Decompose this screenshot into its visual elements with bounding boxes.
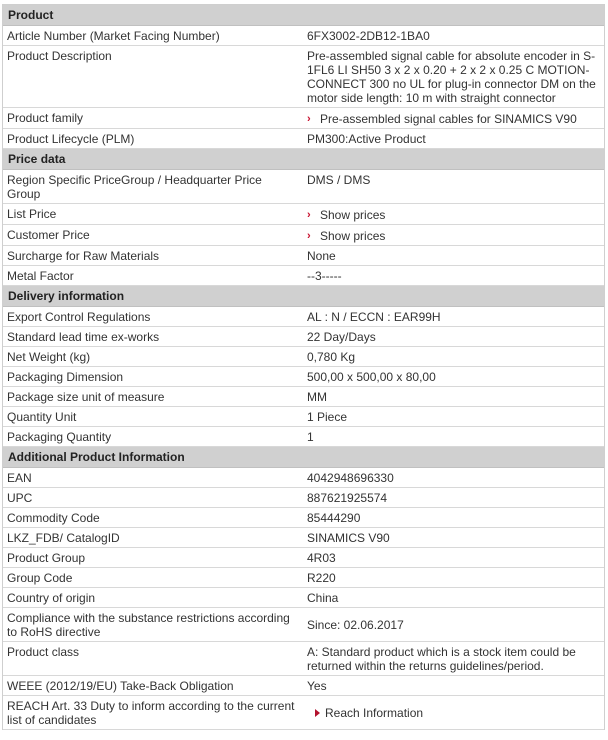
row-label: Surcharge for Raw Materials: [7, 249, 160, 263]
row-value: 0,780 Kg: [307, 350, 356, 364]
table-row: [3, 246, 604, 266]
row-value: 6FX3002-2DB12-1BA0: [307, 29, 430, 43]
row-label: EAN: [7, 471, 32, 485]
row-value: 22 Day/Days: [307, 330, 376, 344]
section-header-price-data: Price data: [3, 149, 604, 170]
row-value: [303, 108, 604, 128]
row-label: Product family: [7, 111, 84, 125]
chevron-right-icon: ›: [307, 113, 311, 125]
table-row: [3, 266, 604, 286]
row-label: Article Number (Market Facing Number): [7, 29, 220, 43]
triangle-right-icon: [315, 709, 320, 717]
table-row: [3, 696, 604, 730]
row-label: Export Control Regulations: [7, 310, 151, 324]
row-value: Pre-assembled signal cable for absolute encoder in S-1FL6 LI SH50 3 x 2 x 0.20 + 2 x 2 x 0.25 C MOTION-CONNECT 300 no UL for plug-in connector DM on the motor side length: 10 m with straight connector: [307, 49, 596, 105]
row-label: Metal Factor: [7, 269, 74, 283]
table-row: [3, 468, 604, 488]
table-row: [3, 528, 604, 548]
row-label: Net Weight (kg): [7, 350, 91, 364]
row-value: Yes: [307, 679, 327, 693]
table-row: [3, 407, 604, 427]
table-row: [3, 387, 604, 407]
row-label: LKZ_FDB/ CatalogID: [7, 531, 120, 545]
table-row: [3, 204, 604, 225]
table-row: [3, 676, 604, 696]
row-value: None: [307, 249, 336, 263]
row-value: DMS / DMS: [307, 173, 371, 187]
section-header-delivery-information: Delivery information: [3, 286, 604, 307]
row-value: 4R03: [307, 551, 336, 565]
row-label: Product Description: [7, 49, 112, 63]
row-label: Commodity Code: [7, 511, 100, 525]
row-label: WEEE (2012/19/EU) Take-Back Obligation: [7, 679, 234, 693]
row-value: A: Standard product which is a stock item could be returned within the returns guidelines/period.: [307, 645, 576, 673]
row-value: AL : N / ECCN : EAR99H: [307, 310, 441, 324]
row-label: Country of origin: [7, 591, 96, 605]
table-row: [3, 307, 604, 327]
row-label: Quantity Unit: [7, 410, 77, 424]
table-row: [3, 427, 604, 447]
row-label: Packaging Dimension: [7, 370, 124, 384]
table-row: [3, 642, 604, 676]
pre-assembled-signal-cables-for-sinamics-v90-link[interactable]: [307, 112, 577, 126]
table-row: [3, 488, 604, 508]
link-text: Show prices: [320, 229, 386, 243]
row-label: Product Lifecycle (PLM): [7, 132, 135, 146]
table-row: [3, 588, 604, 608]
table-row: [3, 608, 604, 642]
row-value: 1: [307, 430, 314, 444]
row-value: SINAMICS V90: [307, 531, 390, 545]
show-prices-link[interactable]: [307, 229, 385, 243]
table-row: [3, 129, 604, 149]
reach-information-link[interactable]: [307, 706, 423, 720]
row-label: Group Code: [7, 571, 73, 585]
link-text: Pre-assembled signal cables for SINAMICS V90: [320, 112, 577, 126]
row-value: R220: [307, 571, 336, 585]
link-text: Show prices: [320, 208, 386, 222]
row-value: [303, 204, 604, 224]
section-header-product: Product: [3, 5, 604, 26]
row-label: List Price: [7, 207, 57, 221]
row-label: Product Group: [7, 551, 86, 565]
table-row: [3, 568, 604, 588]
table-row: [3, 26, 604, 46]
row-label: Region Specific PriceGroup / Headquarter Price Group: [7, 173, 262, 201]
row-label: UPC: [7, 491, 33, 505]
table-row: [3, 170, 604, 204]
row-value: 500,00 x 500,00 x 80,00: [307, 370, 436, 384]
table-row: [3, 108, 604, 129]
row-label: Package size unit of measure: [7, 390, 165, 404]
row-label: Product class: [7, 645, 80, 659]
row-value: 4042948696330: [307, 471, 394, 485]
row-value: PM300:Active Product: [307, 132, 426, 146]
row-value: --3-----: [307, 269, 342, 283]
table-row: [3, 367, 604, 387]
chevron-right-icon: ›: [307, 230, 311, 242]
chevron-right-icon: ›: [307, 209, 311, 221]
row-label: Customer Price: [7, 228, 90, 242]
row-label: Packaging Quantity: [7, 430, 112, 444]
row-label: Compliance with the substance restrictions according to RoHS directive: [7, 611, 290, 639]
table-row: [3, 508, 604, 528]
row-value: MM: [307, 390, 327, 404]
section-header-additional-product-information: Additional Product Information: [3, 447, 604, 468]
table-row: [3, 46, 604, 108]
show-prices-link[interactable]: [307, 208, 385, 222]
row-value: 85444290: [307, 511, 361, 525]
row-label: Standard lead time ex-works: [7, 330, 160, 344]
table-row: [3, 225, 604, 246]
row-value: Since: 02.06.2017: [307, 618, 404, 632]
table-row: [3, 347, 604, 367]
product-data-sheet: [2, 4, 605, 730]
row-value: [303, 225, 604, 245]
table-row: [3, 327, 604, 347]
row-value: 887621925574: [307, 491, 388, 505]
row-value: China: [307, 591, 339, 605]
link-text: Reach Information: [325, 706, 424, 720]
row-value: 1 Piece: [307, 410, 348, 424]
table-row: [3, 548, 604, 568]
row-value: [303, 696, 604, 729]
row-label: REACH Art. 33 Duty to inform according to the current list of candidates: [7, 699, 295, 727]
